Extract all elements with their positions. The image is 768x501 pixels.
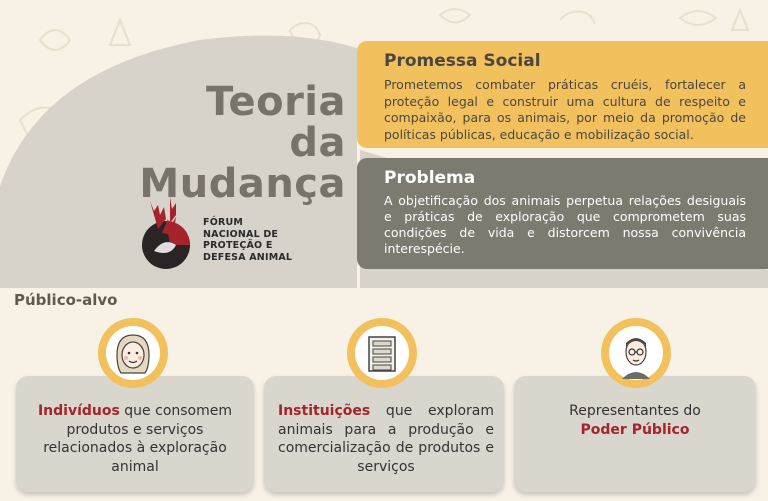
audience-card-poder-publico <box>514 376 756 492</box>
audience-text: que consomem produtos e serviços relacionados à exploração animal <box>43 403 233 475</box>
title-line-2: da <box>289 120 346 166</box>
audience-highlight: Indivíduos <box>37 403 120 419</box>
woman-avatar-icon <box>98 318 168 388</box>
page-title <box>139 79 346 207</box>
logo-line-1: FÓRUM <box>203 217 244 228</box>
problema-text: A objetificação dos animais perpetua relações desiguais e práticas de exploração que comprometem suas condições de vida e distorcem nossa convivência interespécie. <box>384 193 746 256</box>
man-with-glasses-avatar-icon <box>601 318 671 388</box>
forum-logo-text <box>203 217 292 263</box>
audience-highlight: Poder Público <box>580 421 690 438</box>
audience-text: Representantes do <box>569 403 701 419</box>
logo-line-3: PROTEÇÃO E <box>203 240 273 251</box>
building-icon <box>347 318 417 388</box>
promessa-social-card <box>357 41 768 148</box>
forum-logo-icon <box>140 193 200 273</box>
audience-highlight: Instituições <box>278 403 371 419</box>
problema-card <box>357 158 768 269</box>
audience-text: que exploram animais para a produção e comercialização de produtos e serviços <box>278 403 494 475</box>
title-line-1: Teoria <box>205 79 346 125</box>
promessa-text: Prometemos combater práticas cruéis, fortalecer a proteção legal e construir uma cultura de respeito e compaixão, para os animais, por meio da promoção de políticas públicas, educação e mobilização social. <box>384 77 746 142</box>
logo-line-4: DEFESA ANIMAL <box>203 251 293 263</box>
problema-heading: Problema <box>384 168 476 188</box>
audience-card-individuos <box>16 376 254 492</box>
promessa-heading: Promessa Social <box>384 51 541 71</box>
title-line-3: Mudança <box>139 161 346 207</box>
audience-card-instituicoes <box>264 376 504 492</box>
logo-line-2: NACIONAL DE <box>203 228 279 240</box>
publico-alvo-label: Público-alvo <box>14 291 118 309</box>
